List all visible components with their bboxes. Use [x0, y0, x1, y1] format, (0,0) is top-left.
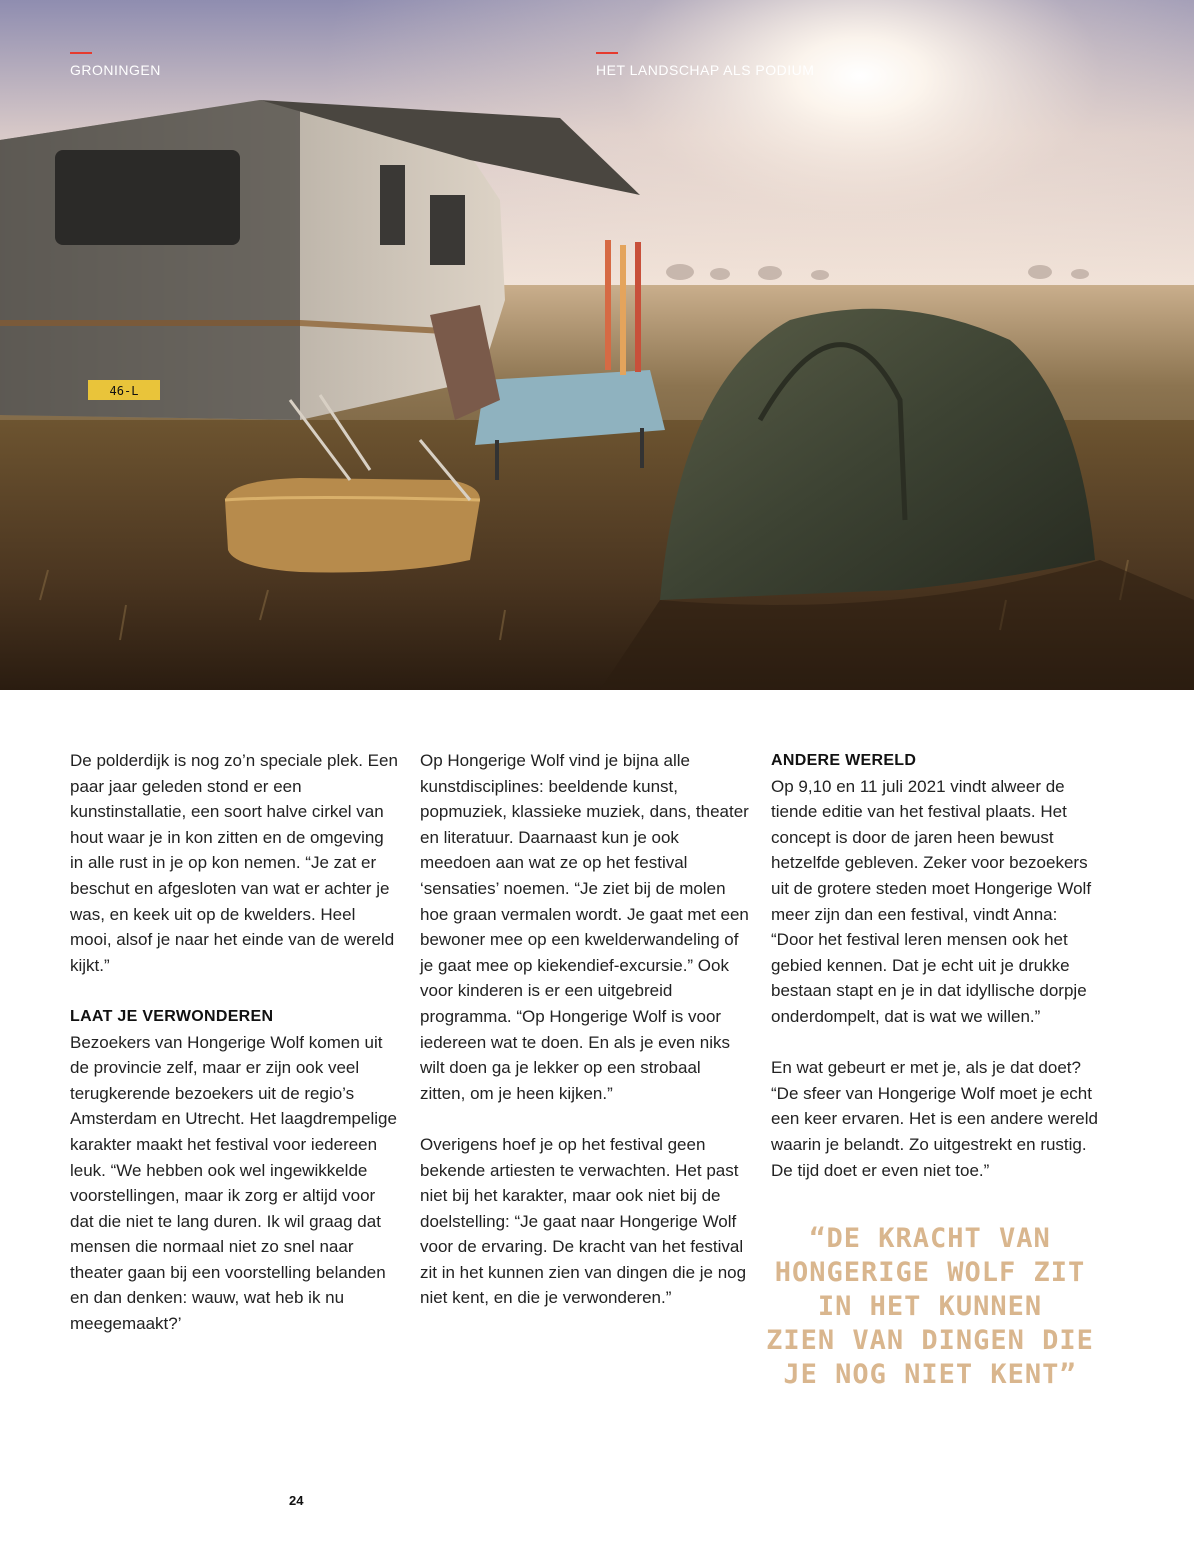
- pull-quote: [760, 1222, 1100, 1392]
- accent-dash: [596, 52, 618, 54]
- pull-quote-line: HONGERIGE WOLF ZIT: [774, 1257, 1086, 1288]
- pull-quote-line: IN HET KUNNEN: [817, 1291, 1043, 1322]
- paragraph: Op Hongerige Wolf vind je bijna alle kunstdisciplines: beeldende kunst, popmuziek, klassieke muziek, dans, theater en literatuur. Daarnaast kun je ook meedoen aan wat ze op het festival ‘sensaties’ noemen. “Je ziet bij de molen hoe graan vermalen wordt. Je gaat met een bewoner mee op een kwelderwandeling of je gaat mee op kiekendief-excursie.” Ook voor kinderen is er een uitgebreid programma. “Op Hongerige Wolf is voor iedereen wat te doen. En als je even niks wilt doen ga je lekker op een strobaal zitten, om je heen kijken.”: [420, 751, 749, 1103]
- license-plate: 46-L: [109, 384, 139, 398]
- subheading: ANDERE WERELD: [771, 752, 917, 769]
- subheading: LAAT JE VERWONDEREN: [70, 1007, 274, 1025]
- pull-quote-line: JE NOG NIET KENT”: [783, 1359, 1077, 1390]
- article-column-3: [771, 748, 1101, 1183]
- paragraph: Bezoekers van Hongerige Wolf komen uit de provincie zelf, maar er zijn ook veel terugkerende bezoekers uit de regio’s Amsterdam en Utrecht. Het laagdrempelige karakter maakt het festival voor iedereen leuk. “We hebben ook wel ingewikkelde voorstellingen, maar ik zorg er altijd voor dat die niet te lang duren. Ik wil graag dat mensen die normaal niet zo snel naar theater gaan bij een voorstelling belanden en dan denken: wauw, wat heb ik nu meegemaakt?’: [70, 1032, 397, 1334]
- paragraph: Op 9,10 en 11 juli 2021 vindt alweer de tiende editie van het festival plaats. Het concept is door de jaren heen bewust hetzelfde gebleven. Zeker voor bezoekers uit de grotere steden moet Hongerige Wolf meer zijn dan een festival, vindt Anna: “Door het festival leren mensen ook het gebied kennen. Dat je echt uit je drukke bestaan stapt en je in dat idyllische dorpje onderdompelt, dat is wat we willen.”: [771, 776, 1092, 1026]
- paragraph: De polderdijk is nog zo’n speciale plek. Een paar jaar geleden stond er een kunstinstallatie, een soort halve cirkel van hout waar je in kon zitten en de omgeving in alle rust in je op kon nemen. “Je zat er beschut en afgesloten van wat er achter je was, en keek uit op de kwelders. Heel mooi, alsof je naar het einde van de wereld kijkt.”: [70, 751, 398, 975]
- paragraph: Overigens hoef je op het festival geen bekende artiesten te verwachten. Het past niet bij het karakter, maar ook niet bij de doelstelling: “Je gaat naar Hongerige Wolf voor de ervaring. De kracht van het festival zit in het kunnen zien van dingen die je nog niet kent, en die je verwonderen.”: [420, 1134, 747, 1308]
- article-column-2: [420, 748, 750, 1311]
- section-label-series: [596, 62, 814, 78]
- pull-quote-line: “DE KRACHT VAN: [809, 1223, 1051, 1254]
- section-label-text: GRONINGEN: [70, 62, 161, 78]
- page-number: 24: [289, 1493, 304, 1508]
- section-label-text: HET LANDSCHAP ALS PODIUM: [596, 62, 815, 78]
- paragraph: En wat gebeurt er met je, als je dat doet? “De sfeer van Hongerige Wolf moet je echt een keer ervaren. Het is een andere wereld waarin je belandt. Zo uitgestrekt en rustig. De tijd doet er even niet toe.”: [771, 1058, 1098, 1180]
- accent-dash: [70, 52, 92, 54]
- article-column-1: [70, 748, 400, 1337]
- pull-quote-line: ZIEN VAN DINGEN DIE: [766, 1325, 1094, 1356]
- hero-photo: [0, 0, 1194, 690]
- section-label-region: [70, 62, 161, 78]
